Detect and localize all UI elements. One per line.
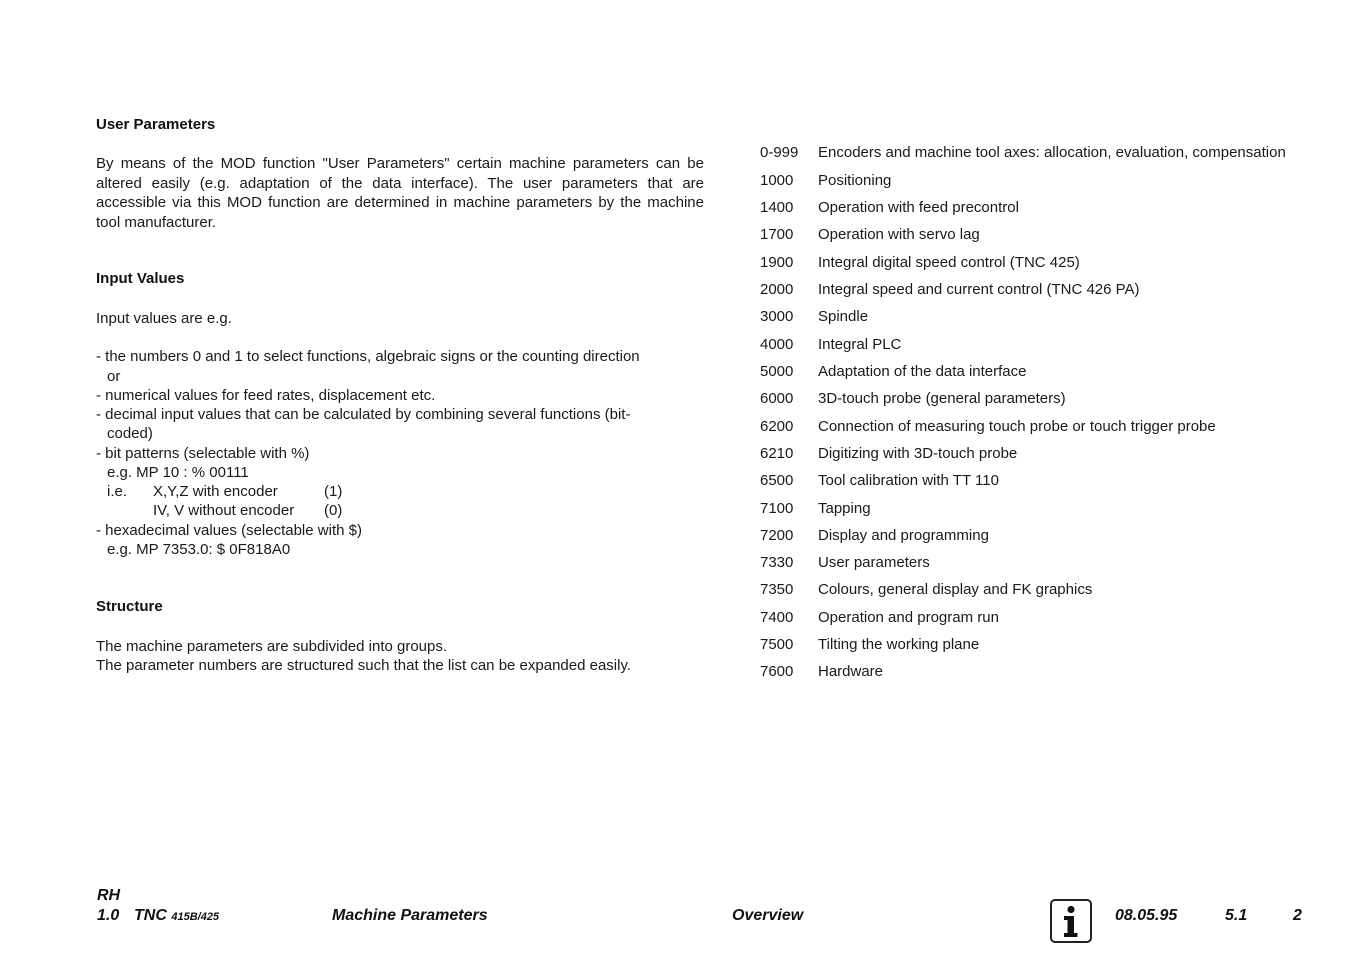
structure-line-2: The parameter numbers are structured such that the list can be expanded easily. — [96, 657, 632, 674]
group-number: 6210 — [760, 445, 794, 462]
input-line-decimal: - decimal input values that can be calculated by combining several functions (bit- — [96, 406, 631, 423]
group-number: 7330 — [760, 554, 794, 571]
group-description: Display and programming — [818, 527, 989, 544]
input-line-mp7353-example: e.g. MP 7353.0: $ 0F818A0 — [107, 541, 291, 558]
group-number: 0-999 — [760, 144, 799, 161]
group-number: 1900 — [760, 254, 794, 271]
group-description: User parameters — [818, 554, 930, 571]
input-line-bit-patterns: - bit patterns (selectable with %) — [96, 445, 310, 462]
input-line-iv-v-encoder: IV, V without encoder — [153, 502, 295, 519]
group-number: 7400 — [760, 609, 794, 626]
user-parameters-text: By means of the MOD function "User Parameters" certain machine parameters can be altered easily (e.g. adaptation of the data interface). The user parameters that are accessible via this MOD function are determined in machine parameters by the machine tool manufacturer. — [96, 155, 704, 231]
group-description: Integral speed and current control (TNC 426 PA) — [818, 281, 1140, 298]
input-values-heading: Input Values — [96, 270, 185, 287]
footer-author: RH — [97, 887, 121, 904]
group-description: Spindle — [818, 308, 869, 325]
footer-product — [134, 907, 219, 925]
structure-heading: Structure — [96, 598, 163, 615]
info-glyph-graphic — [1052, 901, 1090, 941]
group-description: Tapping — [818, 500, 871, 517]
group-description: Encoders and machine tool axes: allocation, evaluation, compensation — [818, 144, 1286, 161]
group-number: 7100 — [760, 500, 794, 517]
group-number: 7500 — [760, 636, 794, 653]
group-number: 7600 — [760, 663, 794, 680]
footer-chapter: 5.1 — [1225, 907, 1248, 924]
group-description: Integral PLC — [818, 336, 902, 353]
group-number: 6200 — [760, 418, 794, 435]
input-line-or: or — [107, 368, 121, 385]
group-description: Integral digital speed control (TNC 425) — [818, 254, 1080, 271]
group-number: 6500 — [760, 472, 794, 489]
group-number: 2000 — [760, 281, 794, 298]
input-line-xyz-encoder: X,Y,Z with encoder — [153, 483, 278, 500]
input-line-hexadecimal: - hexadecimal values (selectable with $) — [96, 522, 362, 539]
structure-line-1: The machine parameters are subdivided into groups. — [96, 638, 448, 655]
input-line-ie: i.e. — [107, 483, 128, 500]
group-description: Tool calibration with TT 110 — [818, 472, 999, 489]
input-line-numerical: - numerical values for feed rates, displacement etc. — [96, 387, 436, 404]
group-number: 1700 — [760, 226, 794, 243]
group-number: 1400 — [760, 199, 794, 216]
footer-product-name: TNC — [134, 907, 167, 924]
group-number: 7200 — [760, 527, 794, 544]
group-description: Colours, general display and FK graphics — [818, 581, 1093, 598]
group-description: 3D-touch probe (general parameters) — [818, 390, 1066, 407]
group-description: Digitizing with 3D-touch probe — [818, 445, 1018, 462]
group-description: Operation and program run — [818, 609, 999, 626]
group-description: Connection of measuring touch probe or touch trigger probe — [818, 418, 1216, 435]
group-number: 1000 — [760, 172, 794, 189]
input-line-mp10-example: e.g. MP 10 : % 00111 — [107, 464, 249, 481]
group-number: 6000 — [760, 390, 794, 407]
info-icon — [1050, 899, 1092, 943]
footer-title: Machine Parameters — [332, 907, 488, 924]
footer-page-number: 2 — [1293, 907, 1302, 924]
input-values-intro: Input values are e.g. — [96, 310, 232, 327]
group-description: Operation with feed precontrol — [818, 199, 1019, 216]
group-description: Positioning — [818, 172, 892, 189]
group-description: Tilting the working plane — [818, 636, 980, 653]
footer-model: 415B/425 — [171, 911, 220, 923]
footer-version: 1.0 — [97, 907, 120, 924]
input-line-numbers: - the numbers 0 and 1 to select functions, algebraic signs or the counting direction — [96, 348, 640, 365]
input-line-coded: coded) — [107, 425, 153, 442]
group-number: 5000 — [760, 363, 794, 380]
input-line-value-0: (0) — [324, 502, 343, 519]
group-number: 3000 — [760, 308, 794, 325]
group-number: 4000 — [760, 336, 794, 353]
footer-date: 08.05.95 — [1115, 907, 1178, 924]
group-description: Adaptation of the data interface — [818, 363, 1027, 380]
input-line-value-1: (1) — [324, 483, 343, 500]
group-description: Hardware — [818, 663, 884, 680]
group-number: 7350 — [760, 581, 794, 598]
group-description: Operation with servo lag — [818, 226, 980, 243]
user-parameters-heading: User Parameters — [96, 116, 216, 133]
footer-section: Overview — [732, 907, 804, 924]
